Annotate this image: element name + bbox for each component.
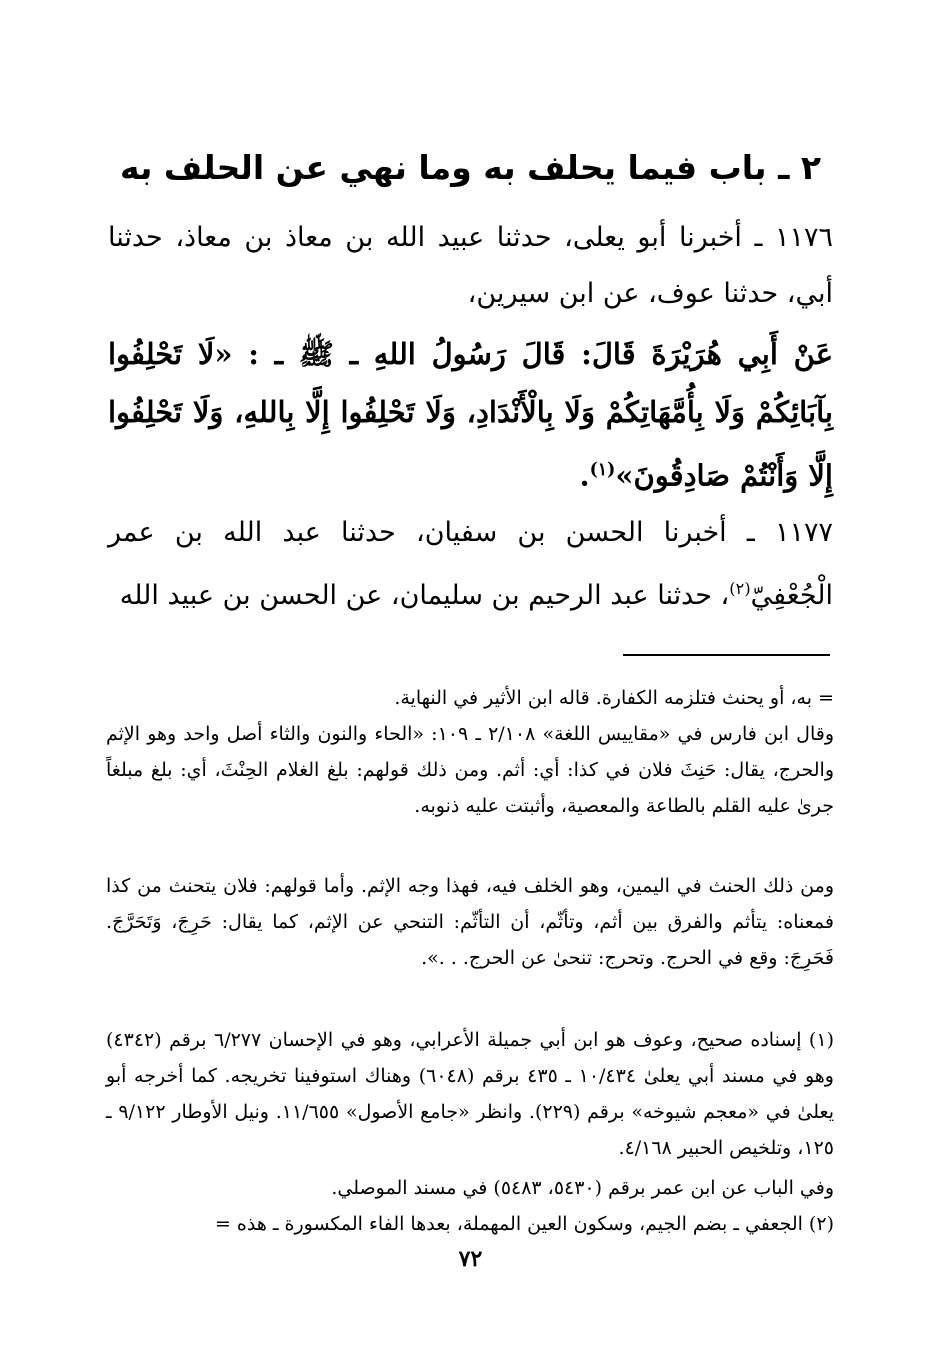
chapter-title: ٢ ـ باب فيما يحلف به وما نهي عن الحلف به	[119, 148, 821, 187]
page-number: ٧٢	[458, 1246, 483, 1272]
footnote-marker-2: (٢)	[729, 579, 751, 598]
footnote-continuation-1: = به، أو يحنث فتلزمه الكفارة. قاله ابن الأثير في النهاية.	[394, 687, 834, 709]
footnote-marker-1: (١)	[589, 460, 616, 480]
footnote-continuation-2: وقال ابن فارس في «مقاييس اللغة» ٢/١٠٨ ـ ١٠٩: «الحاء والنون والثاء أصل واحد وهو الإثم والحرج، يقال: حَنِثَ فلان في كذا: أي: أثم. ومن ذلك قولهم: بلغ الغلام الحِنْثَ، أي: بلغ مبلغاً جرىٰ عليه القلم بالطاعة والمعصية، وأثبتت عليه ذنوبه.	[106, 723, 834, 817]
hadith-1177	[108, 505, 833, 624]
hadith-1176-matn	[108, 325, 833, 505]
footnote-2: (٢) الجعفي ـ بضم الجيم، وسكون العين المهملة، بعدها الفاء المكسورة ـ هذه =	[214, 1213, 834, 1235]
footnote-1-extra: وفي الباب عن ابن عمر برقم (٥٤٣٠، ٥٤٨٣) في مسند الموصلي.	[331, 1177, 834, 1199]
hadith-1176-isnad: ١١٧٦ ـ أخبرنا أبو يعلى، حدثنا عبيد الله بن معاذ بن معاذ، حدثنا أبي، حدثنا عوف، عن ابن سيرين،	[108, 222, 833, 309]
hadith-1176-end: .	[579, 458, 590, 493]
footnote-continuation-3: ومن ذلك الحنث في اليمين، وهو الخلف فيه، فهذا وجه الإثم. وأما قولهم: فلان يتحنث من كذا فمعناه: يتأثم والفرق بين أثم، وتأثّم، أن التأثّم: التنحي عن الإثم، كما يقال: حَرِجَ، وَتَحَرَّجَ. فَحَرِجَ: وقع في الحرج. وتحرج: تنحىٰ عن الحرج. . .».	[106, 875, 834, 969]
hadith-1177-text: ١١٧٧ ـ أخبرنا الحسن بن سفيان، حدثنا عبد الله بن عمر الْجُعْفِيّ	[108, 517, 833, 611]
footnote-divider	[623, 654, 830, 656]
hadith-1176-text: عَنْ أَبِي هُرَيْرَةَ قَالَ: قَالَ رَسُولُ اللهِ ـ ﷺ ـ : «لَا تَحْلِفُوا بِآبَائِكُمْ وَلَا بِأُمَّهَاتِكُمْ وَلَا بِالْأَنْدَادِ، وَلَا تَحْلِفُوا إِلَّا بِاللهِ، وَلَا تَحْلِفُوا إِلَّا وَأَنْتُمْ صَادِقُونَ»	[108, 337, 833, 493]
footnote-1: (١) إسناده صحيح، وعوف هو ابن أبي جميلة الأعرابي، وهو في الإحسان ٦/٢٧٧ برقم (٤٣٤٢) وهو في مسند أبي يعلىٰ ١٠/٤٣٤ ـ ٤٣٥ برقم (٦٠٤٨) وهناك استوفينا تخريجه. كما أخرجه أبو يعلىٰ في «معجم شيوخه» برقم (٢٢٩). وانظر «جامع الأصول» ١١/٦٥٥. ونيل الأوطار ٩/١٢٢ ـ ١٢٥، وتلخيص الحبير ٤/١٦٨.	[106, 1029, 834, 1159]
hadith-1177-text-after: ، حدثنا عبد الرحيم بن سليمان، عن الحسن بن عبيد الله	[119, 580, 730, 611]
